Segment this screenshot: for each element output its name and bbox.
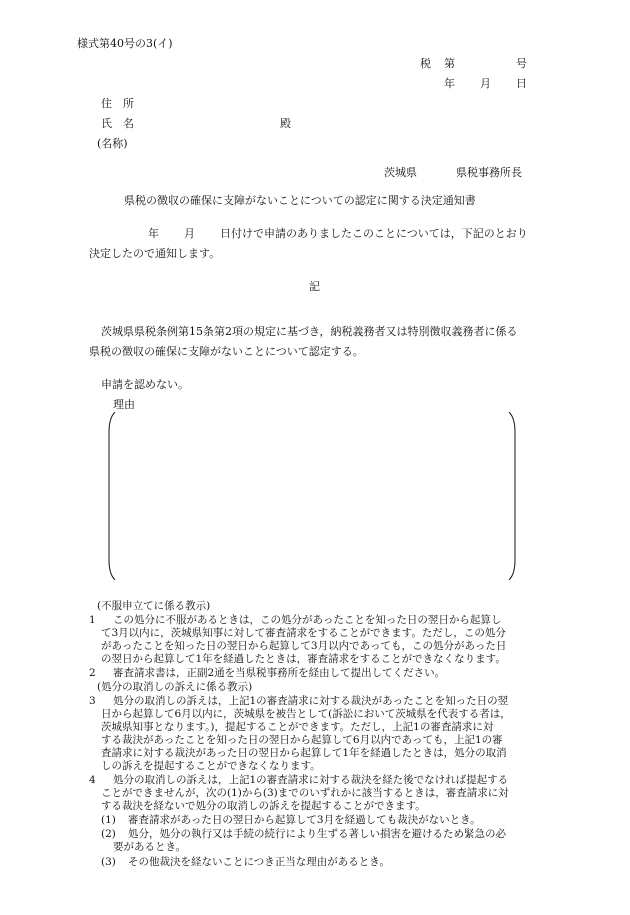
issuer-office: 県税事務所長 [456, 166, 522, 179]
item1-line: の翌日から起算して1年を経過したときは，審査請求をすることができなくなります。 [101, 653, 506, 665]
item2-line: 審査請求書は，正副2通を当県税事務所を経由して提出してください。 [113, 667, 446, 679]
item4-line: する裁決を経ないで処分の取消しの訴えを提起することができます。 [101, 800, 426, 812]
item4-line: 処分の取消しの訴えは，上記1の審査請求に対する裁決を経た後でなければ提起する [113, 774, 509, 786]
meisho-label: (名称) [97, 137, 128, 150]
item3-line: しの訴えを提起することができなくなります。 [101, 760, 321, 772]
item4-number: 4 [89, 774, 96, 786]
name-label: 氏 名 [101, 117, 134, 130]
appeal-heading-2: (処分の取消しの訴えに係る教示) [97, 681, 253, 693]
intro-year: 年 [148, 227, 159, 240]
item2-number: 2 [89, 667, 96, 679]
sub2-number: (2) [101, 828, 116, 840]
address-label: 住 所 [101, 97, 134, 110]
item1-line: この処分に不服があるときは，この処分があったことを知った日の翌日から起算し [113, 614, 502, 626]
item3-line: 査請求に対する裁決があった日の翌日から起算して1年を経過したときは，処分の取消 [101, 747, 507, 759]
sub3-number: (3) [101, 856, 116, 868]
appeal-heading-1: (不服申立てに係る教示) [97, 600, 211, 612]
item1-line: て3月以内に，茨城県知事に対して審査請求をすることができます。ただし，この処分 [101, 627, 506, 639]
item3-number: 3 [89, 695, 96, 707]
reason-bracket-right [508, 412, 516, 580]
issuer-pref: 茨城県 [384, 166, 417, 179]
header-zei: 税 [420, 57, 431, 70]
sub1-number: (1) [101, 814, 116, 826]
item3-line: 茨城県知事となります。)，提起することができます。ただし，上記1の審査請求に対 [101, 721, 494, 733]
dono: 殿 [280, 117, 291, 130]
header-dai: 第 [444, 57, 455, 70]
reason-label: 理由 [113, 398, 135, 411]
sub3-line: その他裁決を経ないことにつき正当な理由があるとき。 [128, 856, 390, 868]
header-go: 号 [516, 57, 527, 70]
intro-line1: 日付けで申請のありましたこのことについては，下記のとおり [220, 227, 528, 240]
item3-line: 日から起算して6月以内に，茨城県を被告として(訴訟において茨城県を代表する者は， [101, 708, 511, 720]
header-day: 日 [516, 77, 527, 90]
body-line2: 県税の徴収の確保に支障がないことについて認定する。 [89, 345, 364, 358]
item3-line: する裁決があったことを知った日の翌日から起算して6月以内であっても，上記1の審 [101, 734, 503, 746]
body-line1: 茨城県県税条例第15条第2項の規定に基づき，納税義務者又は特別徴収義務者に係る [101, 325, 518, 338]
decision-text: 申請を認めない。 [101, 378, 189, 391]
intro-line2: 決定したので通知します。 [89, 247, 221, 260]
reason-bracket-left [108, 412, 116, 580]
sub2-line: 要があるとき。 [113, 841, 187, 853]
ki-heading: 記 [309, 280, 320, 293]
item4-line: ことができませんが，次の(1)から(3)までのいずれかに該当するときは，審査請求に対 [101, 787, 509, 799]
item1-line: があったことを知った日の翌日から起算して3月以内であっても，この処分があった日 [101, 640, 507, 652]
header-month: 月 [480, 77, 491, 90]
item3-line: 処分の取消しの訴えは，上記1の審査請求に対する裁決があったことを知った日の翌 [113, 695, 509, 707]
form-number: 様式第40号の3(イ) [77, 37, 173, 50]
sub2-line: 処分，処分の執行又は手続の続行により生ずる著しい損害を避けるため緊急の必 [128, 828, 506, 840]
header-year: 年 [444, 77, 455, 90]
document-title: 県税の徴収の確保に支障がないことについての認定に関する決定通知書 [124, 194, 476, 207]
item1-number: 1 [89, 614, 96, 626]
intro-month: 月 [184, 227, 195, 240]
sub1-line: 審査請求があった日の翌日から起算して3月を経過しても裁決がないとき。 [128, 814, 481, 826]
